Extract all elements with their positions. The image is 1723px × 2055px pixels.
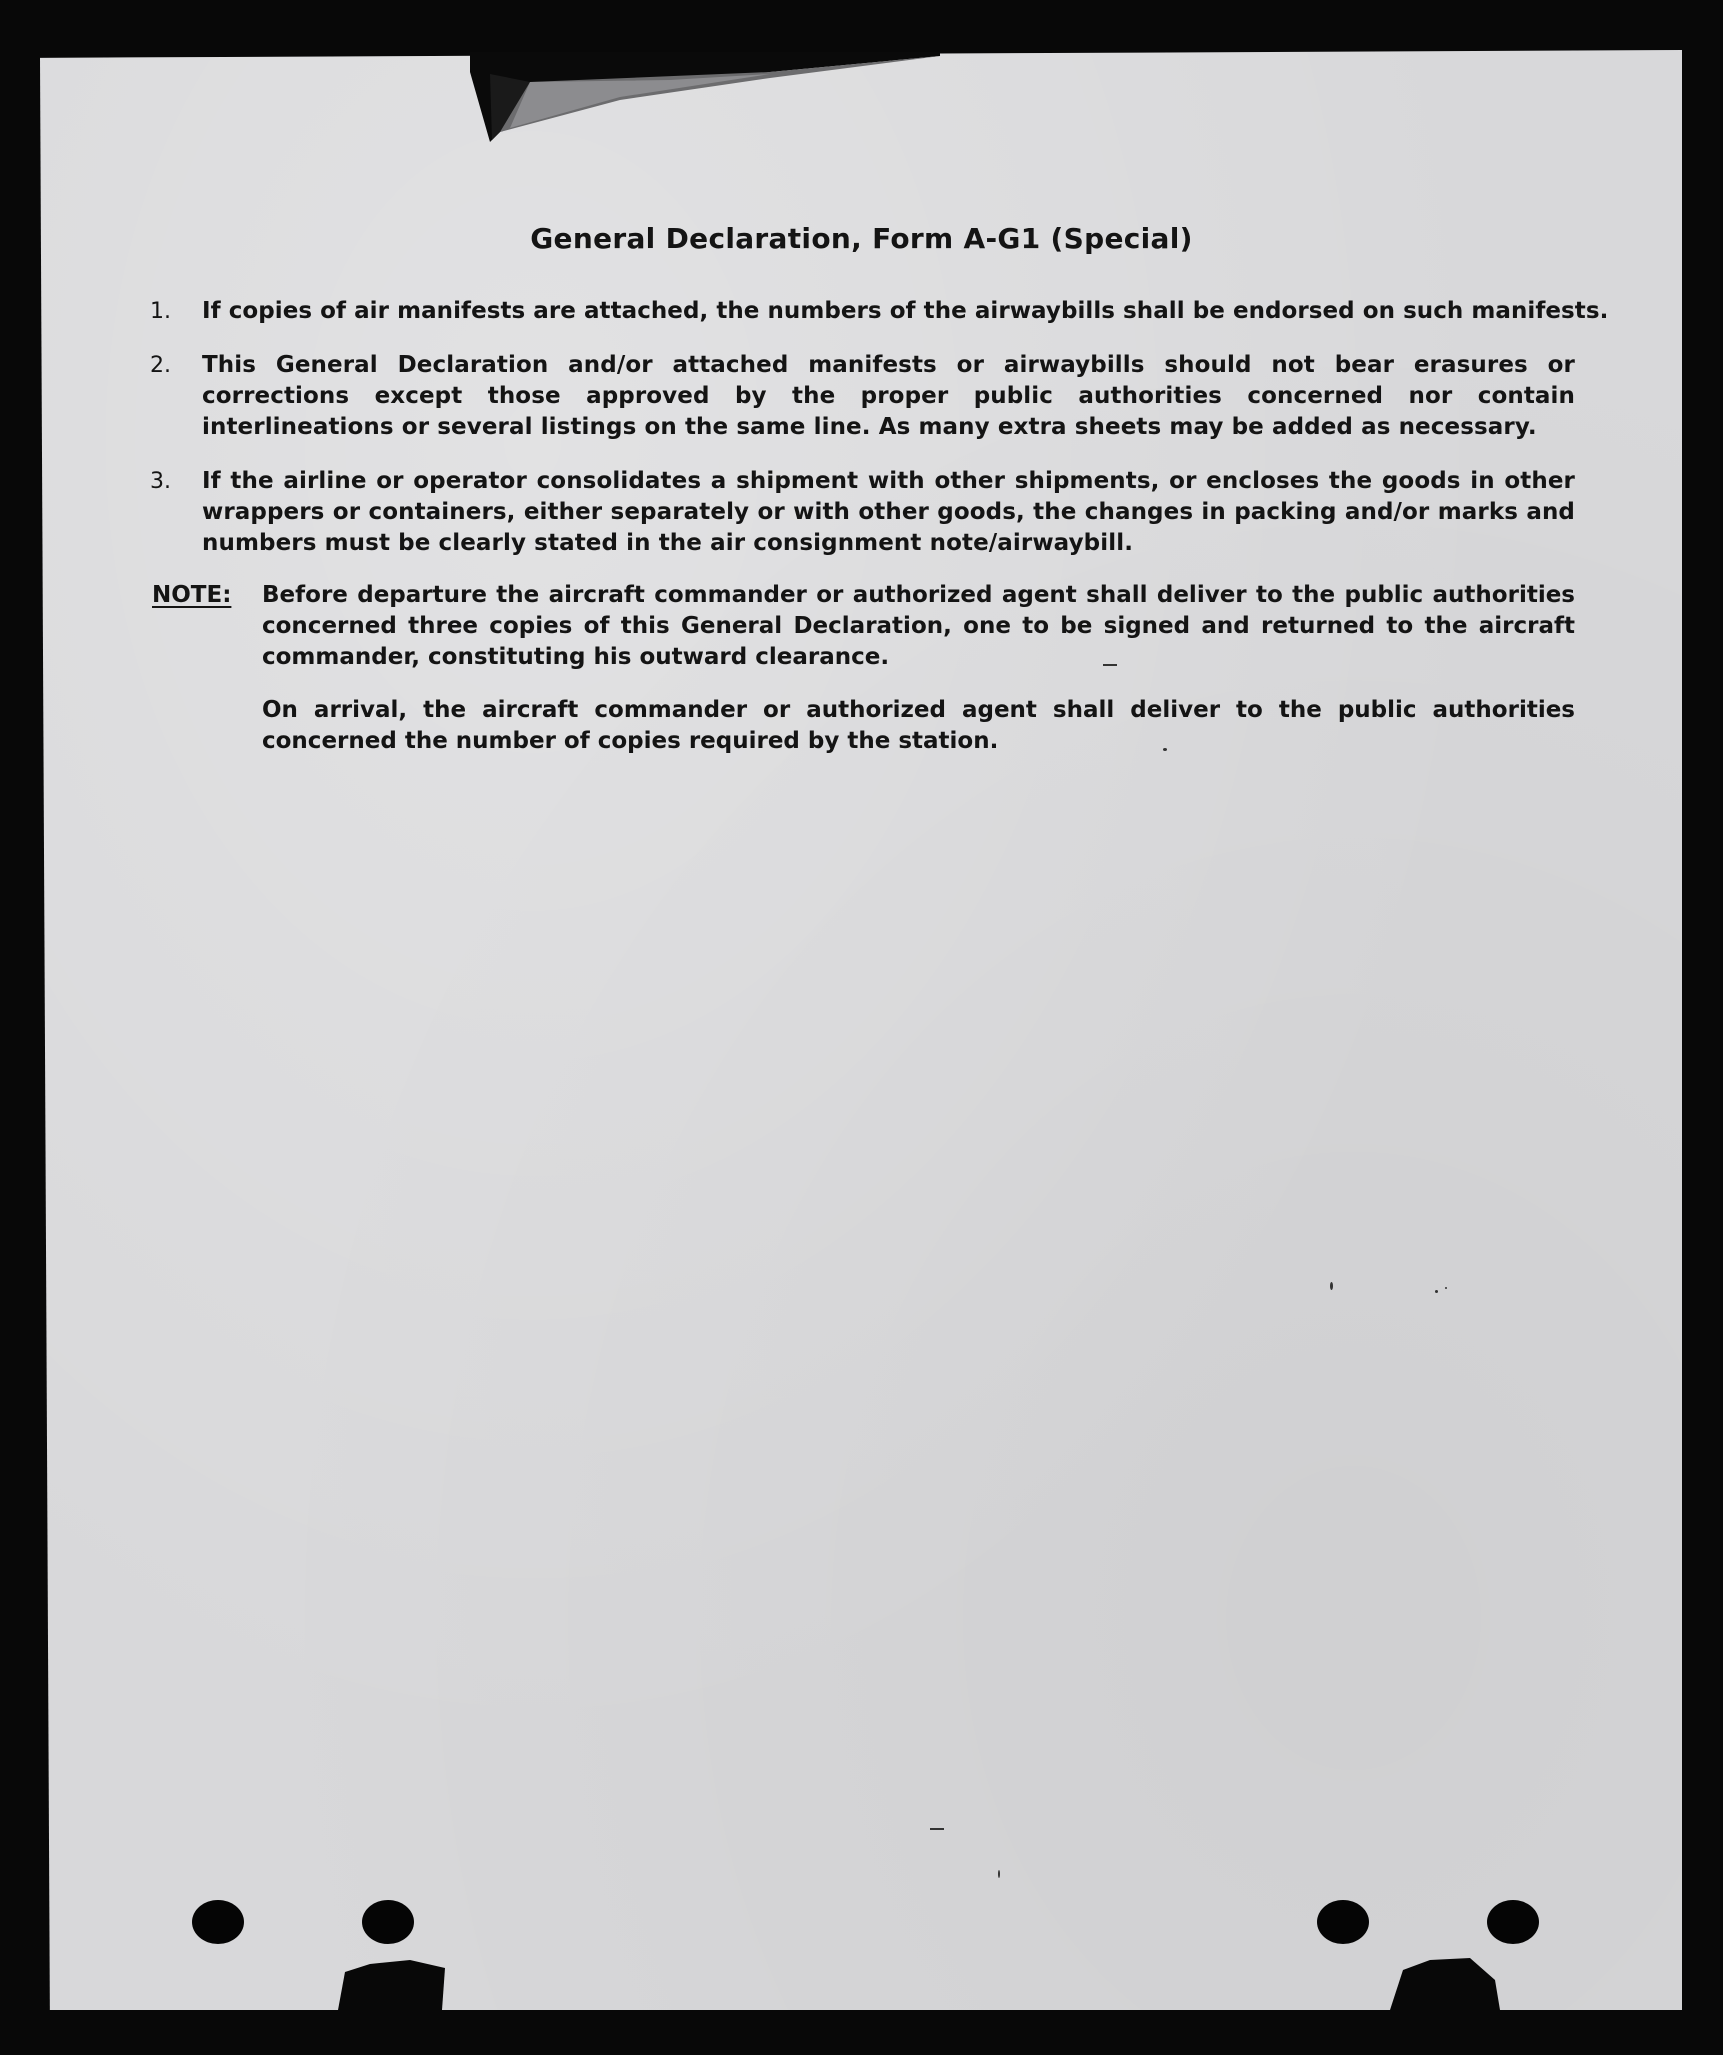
punch-hole — [362, 1900, 414, 1944]
scan-speck — [1103, 664, 1117, 666]
bottom-binder-tear — [1385, 1950, 1505, 2010]
item-number: 2. — [150, 353, 171, 378]
scan-speck — [998, 1870, 1000, 1878]
bottom-binder-tear — [330, 1950, 450, 2010]
item-text: This General Declaration and/or attached manifests or airwaybills should not bear erasures or corrections except those approved by the proper public authorities concerned nor contain interlineations or several listings on the same line. As many extra sheets may be added as necessary. — [202, 352, 1575, 440]
scan-speck — [1163, 748, 1167, 751]
scan-speck — [930, 1828, 944, 1830]
item-number: 1. — [150, 299, 171, 324]
instruction-item-2 — [150, 350, 1575, 443]
item-text: If copies of air manifests are attached, the numbers of the airwaybills shall be endorsed on such manifests. — [202, 298, 1609, 324]
note-paragraph-2: On arrival, the aircraft commander or authorized agent shall deliver to the public authorities concerned the number of copies required by the station. — [262, 697, 1575, 754]
item-number: 3. — [150, 469, 171, 494]
torn-top-edge — [470, 52, 940, 142]
paper-sheet — [40, 50, 1682, 2010]
note-paragraph-1: Before departure the aircraft commander or authorized agent shall deliver to the public authorities concerned three copies of this General Declaration, one to be signed and returned to the aircraft commander, constituting his outward clearance. — [262, 582, 1575, 670]
form-title: General Declaration, Form A-G1 (Special) — [530, 222, 1193, 255]
scan-speck — [1435, 1290, 1438, 1293]
punch-hole — [192, 1900, 244, 1944]
instruction-item-1 — [150, 296, 1609, 327]
item-text: If the airline or operator consolidates a shipment with other shipments, or encloses the goods in other wrappers or containers, either separately or with other goods, the changes in packing and/or marks and numbers must be clearly stated in the air consignment note/airwaybill. — [202, 468, 1575, 556]
note-section-continued — [152, 695, 1575, 757]
punch-hole — [1317, 1900, 1369, 1944]
note-section — [152, 580, 1575, 673]
punch-hole — [1487, 1900, 1539, 1944]
scan-speck — [1445, 1287, 1447, 1289]
instruction-item-3 — [150, 466, 1575, 559]
note-label: NOTE: — [152, 582, 232, 608]
scan-speck — [1330, 1282, 1333, 1290]
